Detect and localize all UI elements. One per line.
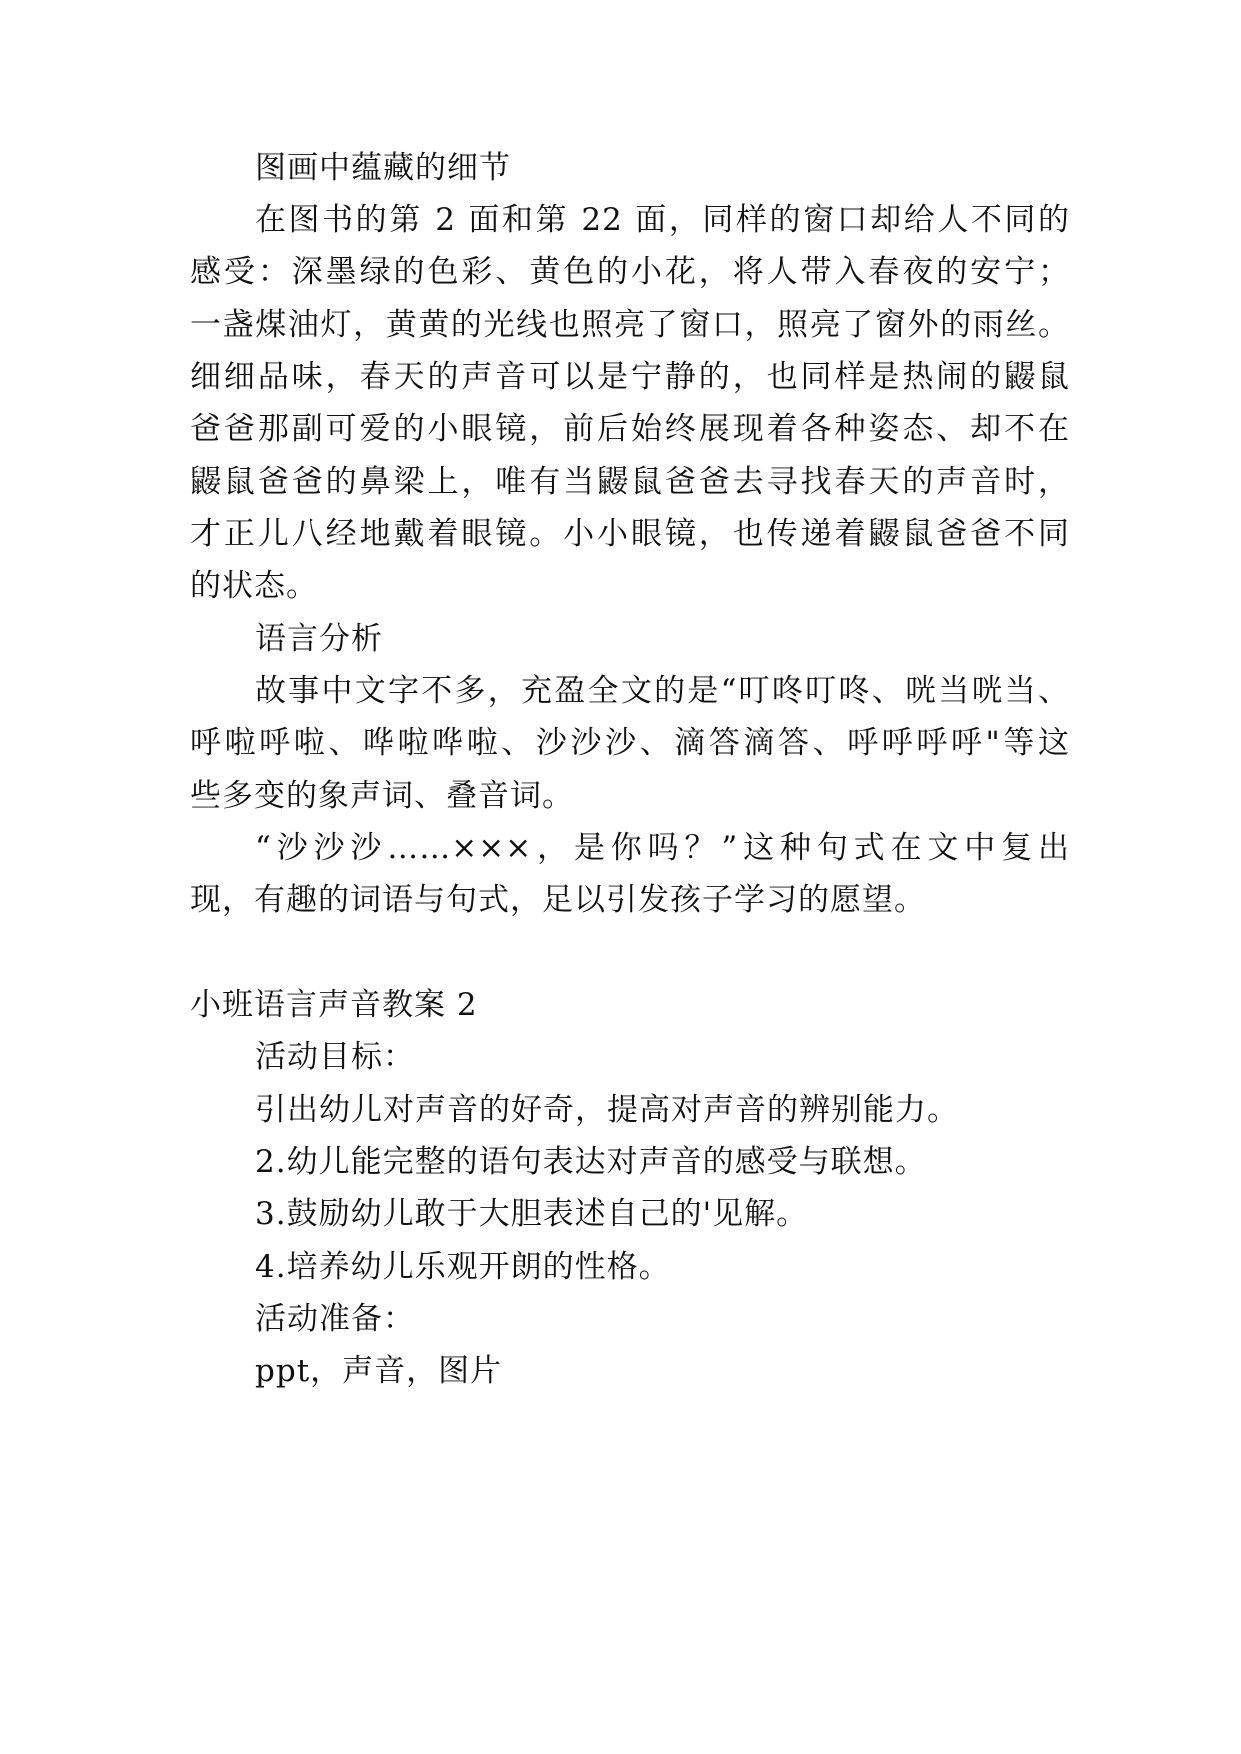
paragraph-line: 才正儿八经地戴着眼镜。小小眼镜，也传递着鼹鼠爸爸不同 [190, 516, 1070, 552]
paragraph-line: 在图书的第 2 面和第 22 面，同样的窗口却给人不同的 [255, 202, 1070, 238]
heading-picture-details: 图画中蕴藏的细节 [255, 150, 511, 186]
paragraph-line: 爸爸那副可爱的小眼镜，前后始终展现着各种姿态、却不在 [190, 411, 1070, 447]
paragraph-line: 故事中文字不多，充盈全文的是“叮咚叮咚、咣当咣当、 [255, 673, 1070, 709]
goal-item: 引出幼儿对声音的好奇，提高对声音的辨别能力。 [255, 1092, 959, 1128]
paragraph-line: 的状态。 [190, 568, 318, 604]
heading-language-analysis: 语言分析 [255, 621, 383, 657]
paragraph-line: 呼啦呼啦、哗啦哗啦、沙沙沙、滴答滴答、呼呼呼呼"等这 [190, 725, 1070, 761]
heading-activity-goals: 活动目标： [255, 1039, 415, 1075]
paragraph-line: 现，有趣的词语与句式，足以引发孩子学习的愿望。 [190, 882, 926, 918]
paragraph-line: 些多变的象声词、叠音词。 [190, 778, 574, 814]
paragraph-line: 感受：深墨绿的色彩、黄色的小花，将人带入春夜的安宁； [190, 254, 1070, 290]
section-title: 小班语言声音教案 2 [190, 987, 478, 1023]
paragraph-line: 鼹鼠爸爸的鼻梁上，唯有当鼹鼠爸爸去寻找春天的声音时， [190, 464, 1070, 500]
goal-item: 3.鼓励幼儿敢于大胆表述自己的'见解。 [255, 1196, 809, 1232]
paragraph-line: “沙沙沙……×××，是你吗？”这种句式在文中复出 [255, 830, 1070, 866]
goal-item: 4.培养幼儿乐观开朗的性格。 [255, 1249, 671, 1285]
paragraph-line: 细细品味，春天的声音可以是宁静的，也同样是热闹的鼹鼠 [190, 359, 1070, 395]
preparation-items: ppt，声音，图片 [255, 1353, 503, 1389]
paragraph-line: 一盏煤油灯，黄黄的光线也照亮了窗口，照亮了窗外的雨丝。 [190, 307, 1070, 343]
heading-activity-preparation: 活动准备： [255, 1301, 415, 1337]
goal-item: 2.幼儿能完整的语句表达对声音的感受与联想。 [255, 1144, 927, 1180]
